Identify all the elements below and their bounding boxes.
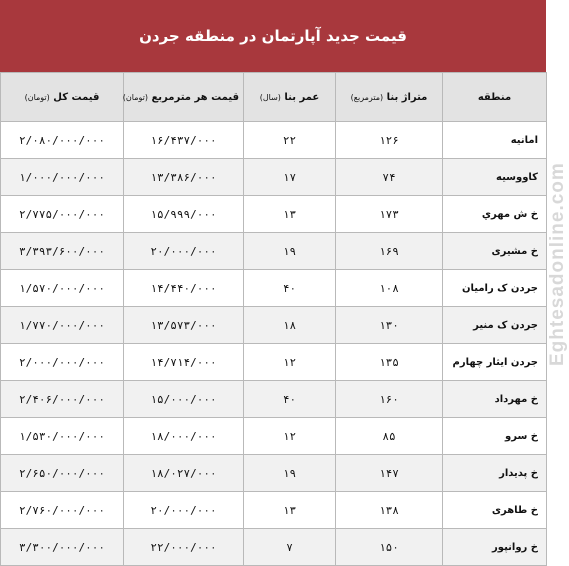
cell-region: جردن ک منیر bbox=[443, 307, 547, 344]
cell-region: امانیه bbox=[443, 122, 547, 159]
cell-age: ۱۷ bbox=[244, 159, 336, 196]
cell-age: ۱۹ bbox=[244, 455, 336, 492]
cell-price-per-sqm: ۱۳/۵۷۳/۰۰۰ bbox=[124, 307, 244, 344]
cell-total-price: ۱/۷۷۰/۰۰۰/۰۰۰ bbox=[1, 307, 124, 344]
cell-area: ۱۶۰ bbox=[336, 381, 443, 418]
cell-region: خ طاهری bbox=[443, 492, 547, 529]
header-area: متراژ بنا (مترمربع) bbox=[336, 73, 443, 122]
cell-price-per-sqm: ۱۴/۴۴۰/۰۰۰ bbox=[124, 270, 244, 307]
cell-price-per-sqm: ۱۸/۰۰۰/۰۰۰ bbox=[124, 418, 244, 455]
cell-area: ۷۴ bbox=[336, 159, 443, 196]
watermark-logo: Eghtesadonline.com bbox=[547, 162, 568, 366]
cell-region: خ سرو bbox=[443, 418, 547, 455]
table-row bbox=[1, 344, 547, 381]
table-row bbox=[1, 307, 547, 344]
cell-price-per-sqm: ۲۰/۰۰۰/۰۰۰ bbox=[124, 492, 244, 529]
cell-price-per-sqm: ۱۶/۴۳۷/۰۰۰ bbox=[124, 122, 244, 159]
cell-total-price: ۱/۰۰۰/۰۰۰/۰۰۰ bbox=[1, 159, 124, 196]
cell-region: جردن ک رامیان bbox=[443, 270, 547, 307]
table-row bbox=[1, 270, 547, 307]
cell-region: خ مهرداد bbox=[443, 381, 547, 418]
table-row bbox=[1, 233, 547, 270]
cell-age: ۱۲ bbox=[244, 418, 336, 455]
page-title bbox=[0, 0, 546, 72]
cell-total-price: ۱/۵۳۰/۰۰۰/۰۰۰ bbox=[1, 418, 124, 455]
cell-age: ۱۹ bbox=[244, 233, 336, 270]
cell-price-per-sqm: ۱۴/۷۱۴/۰۰۰ bbox=[124, 344, 244, 381]
cell-total-price: ۲/۷۶۰/۰۰۰/۰۰۰ bbox=[1, 492, 124, 529]
cell-total-price: ۲/۰۰۰/۰۰۰/۰۰۰ bbox=[1, 344, 124, 381]
table-row bbox=[1, 418, 547, 455]
cell-age: ۱۸ bbox=[244, 307, 336, 344]
cell-price-per-sqm: ۱۳/۳۸۶/۰۰۰ bbox=[124, 159, 244, 196]
table-row bbox=[1, 196, 547, 233]
cell-price-per-sqm: ۱۸/۰۲۷/۰۰۰ bbox=[124, 455, 244, 492]
header-age: عمر بنا (سال) bbox=[244, 73, 336, 122]
cell-area: ۱۳۸ bbox=[336, 492, 443, 529]
cell-region: جردن ایثار چهارم bbox=[443, 344, 547, 381]
cell-total-price: ۲/۴۰۶/۰۰۰/۰۰۰ bbox=[1, 381, 124, 418]
cell-region: خ روانپور bbox=[443, 529, 547, 566]
cell-price-per-sqm: ۲۲/۰۰۰/۰۰۰ bbox=[124, 529, 244, 566]
table-row bbox=[1, 159, 547, 196]
cell-total-price: ۳/۳۰۰/۰۰۰/۰۰۰ bbox=[1, 529, 124, 566]
cell-price-per-sqm: ۲۰/۰۰۰/۰۰۰ bbox=[124, 233, 244, 270]
cell-age: ۷ bbox=[244, 529, 336, 566]
cell-area: ۱۳۵ bbox=[336, 344, 443, 381]
cell-price-per-sqm: ۱۵/۹۹۹/۰۰۰ bbox=[124, 196, 244, 233]
cell-region: خ مشیری bbox=[443, 233, 547, 270]
cell-area: ۱۳۰ bbox=[336, 307, 443, 344]
cell-total-price: ۳/۳۹۳/۶۰۰/۰۰۰ bbox=[1, 233, 124, 270]
price-table bbox=[0, 72, 547, 566]
table-row bbox=[1, 122, 547, 159]
cell-total-price: ۲/۶۵۰/۰۰۰/۰۰۰ bbox=[1, 455, 124, 492]
cell-total-price: ۱/۵۷۰/۰۰۰/۰۰۰ bbox=[1, 270, 124, 307]
table-header-row bbox=[1, 73, 547, 122]
cell-age: ۲۲ bbox=[244, 122, 336, 159]
title-text: قیمت جدید آپارتمان در منطقه جردن bbox=[139, 27, 407, 45]
table-row bbox=[1, 455, 547, 492]
cell-area: ۱۰۸ bbox=[336, 270, 443, 307]
cell-total-price: ۲/۰۸۰/۰۰۰/۰۰۰ bbox=[1, 122, 124, 159]
cell-age: ۱۳ bbox=[244, 492, 336, 529]
cell-total-price: ۲/۷۷۵/۰۰۰/۰۰۰ bbox=[1, 196, 124, 233]
cell-region: خ ش مهري bbox=[443, 196, 547, 233]
cell-region: خ پدیدار bbox=[443, 455, 547, 492]
cell-area: ۱۴۷ bbox=[336, 455, 443, 492]
table-row bbox=[1, 529, 547, 566]
cell-age: ۴۰ bbox=[244, 270, 336, 307]
table-row bbox=[1, 381, 547, 418]
header-price-per-sqm: قیمت هر مترمربع (تومان) bbox=[124, 73, 244, 122]
cell-price-per-sqm: ۱۵/۰۰۰/۰۰۰ bbox=[124, 381, 244, 418]
cell-area: ۱۷۳ bbox=[336, 196, 443, 233]
cell-area: ۱۶۹ bbox=[336, 233, 443, 270]
table-body bbox=[1, 122, 547, 566]
cell-area: ۱۲۶ bbox=[336, 122, 443, 159]
table-row bbox=[1, 492, 547, 529]
cell-area: ۸۵ bbox=[336, 418, 443, 455]
cell-age: ۱۲ bbox=[244, 344, 336, 381]
cell-age: ۴۰ bbox=[244, 381, 336, 418]
cell-region: کاووسیه bbox=[443, 159, 547, 196]
cell-area: ۱۵۰ bbox=[336, 529, 443, 566]
header-region: منطقه bbox=[443, 73, 547, 122]
cell-age: ۱۳ bbox=[244, 196, 336, 233]
header-total-price: قیمت کل (تومان) bbox=[1, 73, 124, 122]
